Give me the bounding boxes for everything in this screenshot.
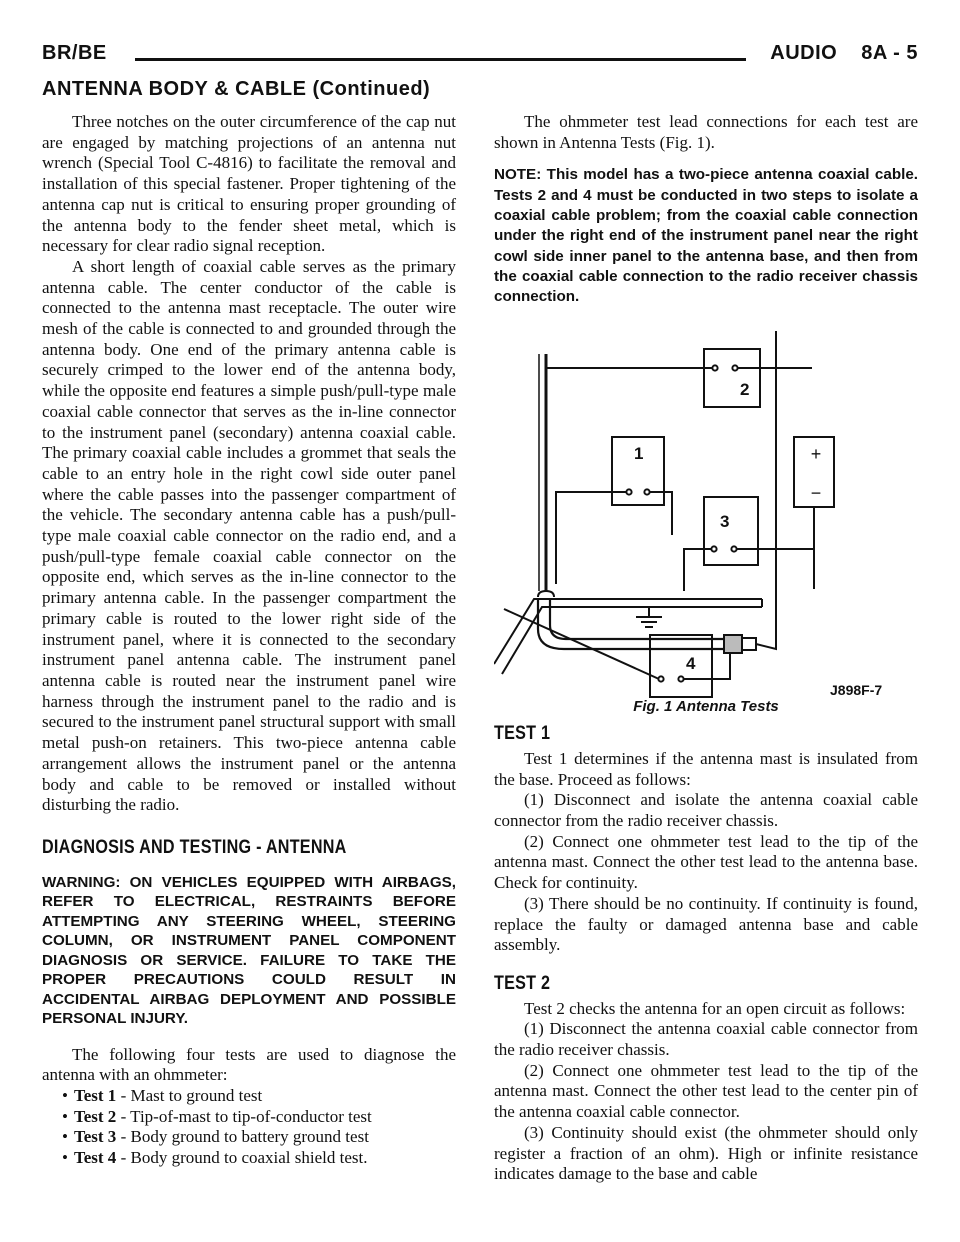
test2-step3: (3) Continuity should exist (the ohmmeter should only register a fraction of an ohm). High or infinite resistance indicates damage to the base and cable <box>494 1122 918 1184</box>
list-item: • Test 4 - Body ground to coaxial shield test. <box>62 1148 456 1169</box>
battery-minus: − <box>810 483 822 504</box>
meter-label-1: 1 <box>634 444 644 464</box>
figure-antenna-tests <box>494 329 918 699</box>
left-column <box>42 112 456 1169</box>
note-two-piece-cable: NOTE: This model has a two-piece antenna coaxial cable. Tests 2 and 4 must be conducted in two steps to isolate a coaxial cable problem; from the coaxial cable connection under the right end of the instrument panel near the right cowl side inner panel to the antenna base, and then from the coaxial cable connection to the radio receiver chassis connection. <box>494 166 918 306</box>
meter-2-box <box>704 349 760 407</box>
header-section: AUDIO <box>770 42 838 64</box>
test2-intro: Test 2 checks the antenna for an open circuit as follows: <box>524 998 906 1018</box>
paragraph-cap-nut: Three notches on the outer circumference of the cap nut are engaged by matching projections of an antenna nut wrench (Special Tool C-4816) to facilitate the removal and installation of this special fastener. Proper tightening of the antenna cap nut is critical to ensuring proper grounding of the antenna body to the fender sheet metal, which is necessary for clear radio signal reception. <box>42 112 456 256</box>
test1-step3: (3) There should be no continuity. If continuity is found, replace the faulty or damaged antenna base and cable assembly. <box>494 893 918 955</box>
figure-caption: Fig. 1 Antenna Tests <box>633 698 779 716</box>
heading-test-2: TEST 2 <box>494 972 551 994</box>
meter-4-box <box>650 635 712 697</box>
list-item: • Test 2 - Tip-of-mast to tip-of-conductor test <box>62 1107 456 1128</box>
header-rule <box>135 58 746 61</box>
tests-list <box>62 1086 456 1169</box>
test1-step2: (2) Connect one ohmmeter test lead to the tip of the antenna mast. Connect the other test lead to the antenna base. Check for continuity. <box>494 831 918 893</box>
heading-diagnosis: DIAGNOSIS AND TESTING - ANTENNA <box>42 836 347 858</box>
page-header <box>42 42 918 82</box>
paragraph-tests-intro: The following four tests are used to diagnose the antenna with an ohmmeter: <box>42 1044 456 1085</box>
test2-step1: (1) Disconnect the antenna coaxial cable connector from the radio receiver chassis. <box>494 1019 918 1060</box>
header-page-number: 8A - 5 <box>861 42 918 64</box>
continued-title: ANTENNA BODY & CABLE (Continued) <box>42 78 431 100</box>
header-right <box>752 42 918 65</box>
warning-airbag: WARNING: ON VEHICLES EQUIPPED WITH AIRBAGS, REFER TO ELECTRICAL, RESTRAINTS BEFORE ATTEMPTING ANY STEERING WHEEL, STEERING COLUMN, OR INSTRUMENT PANEL COMPONENT DIAGNOSIS OR SERVICE. FAILURE TO TAKE THE PROPER PRECAUTIONS COULD RESULT IN ACCIDENTAL AIRBAG DEPLOYMENT AND POSSIBLE PERSONAL INJURY. <box>42 873 456 1028</box>
meter-label-4: 4 <box>686 654 696 674</box>
paragraph-test-leads: The ohmmeter test lead connections for each test are shown in Antenna Tests (Fig. 1). <box>494 112 918 152</box>
test1-step1: (1) Disconnect and isolate the antenna coaxial cable connector from the radio receiver chassis. <box>494 790 918 830</box>
test2-step2: (2) Connect one ohmmeter test lead to the tip of the antenna mast. Connect the other test lead to the center pin of the antenna coaxial cable connector. <box>494 1060 918 1122</box>
antenna-tests-diagram <box>494 329 918 699</box>
paragraph-coax-cable: A short length of coaxial cable serves as the primary antenna cable. The center conductor of the cable is connected to the antenna mast receptacle. The outer wire mesh of the cable is connected to and grounded through the antenna body. One end of the primary antenna cable is securely crimped to the lower end of the antenna body, while the opposite end features a simple push/pull-type male coaxial cable connector that serves as the in-line connector to the instrument panel (secondary) antenna coaxial cable. The primary coaxial cable includes a grommet that seals the cable to an entry hole in the right cowl side outer panel where the cable passes into the passenger compartment of the vehicle. The secondary antenna cable has a push/pull-type male coaxial cable connector on the radio end, and a push/pull-type female coaxial cable connector on the opposite end, which serves as the in-line connector to the primary antenna cable. In the passenger compartment the primary cable is routed to the lower right side of the instrument panel, where it is connected to the secondary instrument panel antenna cable. The instrument panel antenna cable is routed near the instrument panel wire harness through the instrument panel to the radio and is secured to the instrument panel structural support with small metal push-on retainers. This two-piece antenna cable arrangement allows the instrument panel or the antenna body and cable to be removed or installed without disturbing the radio. <box>42 256 456 815</box>
list-item: • Test 3 - Body ground to battery ground test <box>62 1127 456 1148</box>
battery-plus: + <box>810 444 822 465</box>
test1-intro: Test 1 determines if the antenna mast is insulated from the base. Proceed as follows: <box>494 748 918 789</box>
meter-3-box <box>704 497 758 565</box>
meter-label-2: 2 <box>740 380 750 400</box>
meter-label-3: 3 <box>720 512 730 532</box>
right-column <box>494 112 918 1185</box>
heading-test-1: TEST 1 <box>494 723 551 745</box>
figure-code: J898F-7 <box>830 682 883 699</box>
header-model: BR/BE <box>42 42 107 64</box>
list-item: • Test 1 - Mast to ground test <box>62 1086 456 1107</box>
